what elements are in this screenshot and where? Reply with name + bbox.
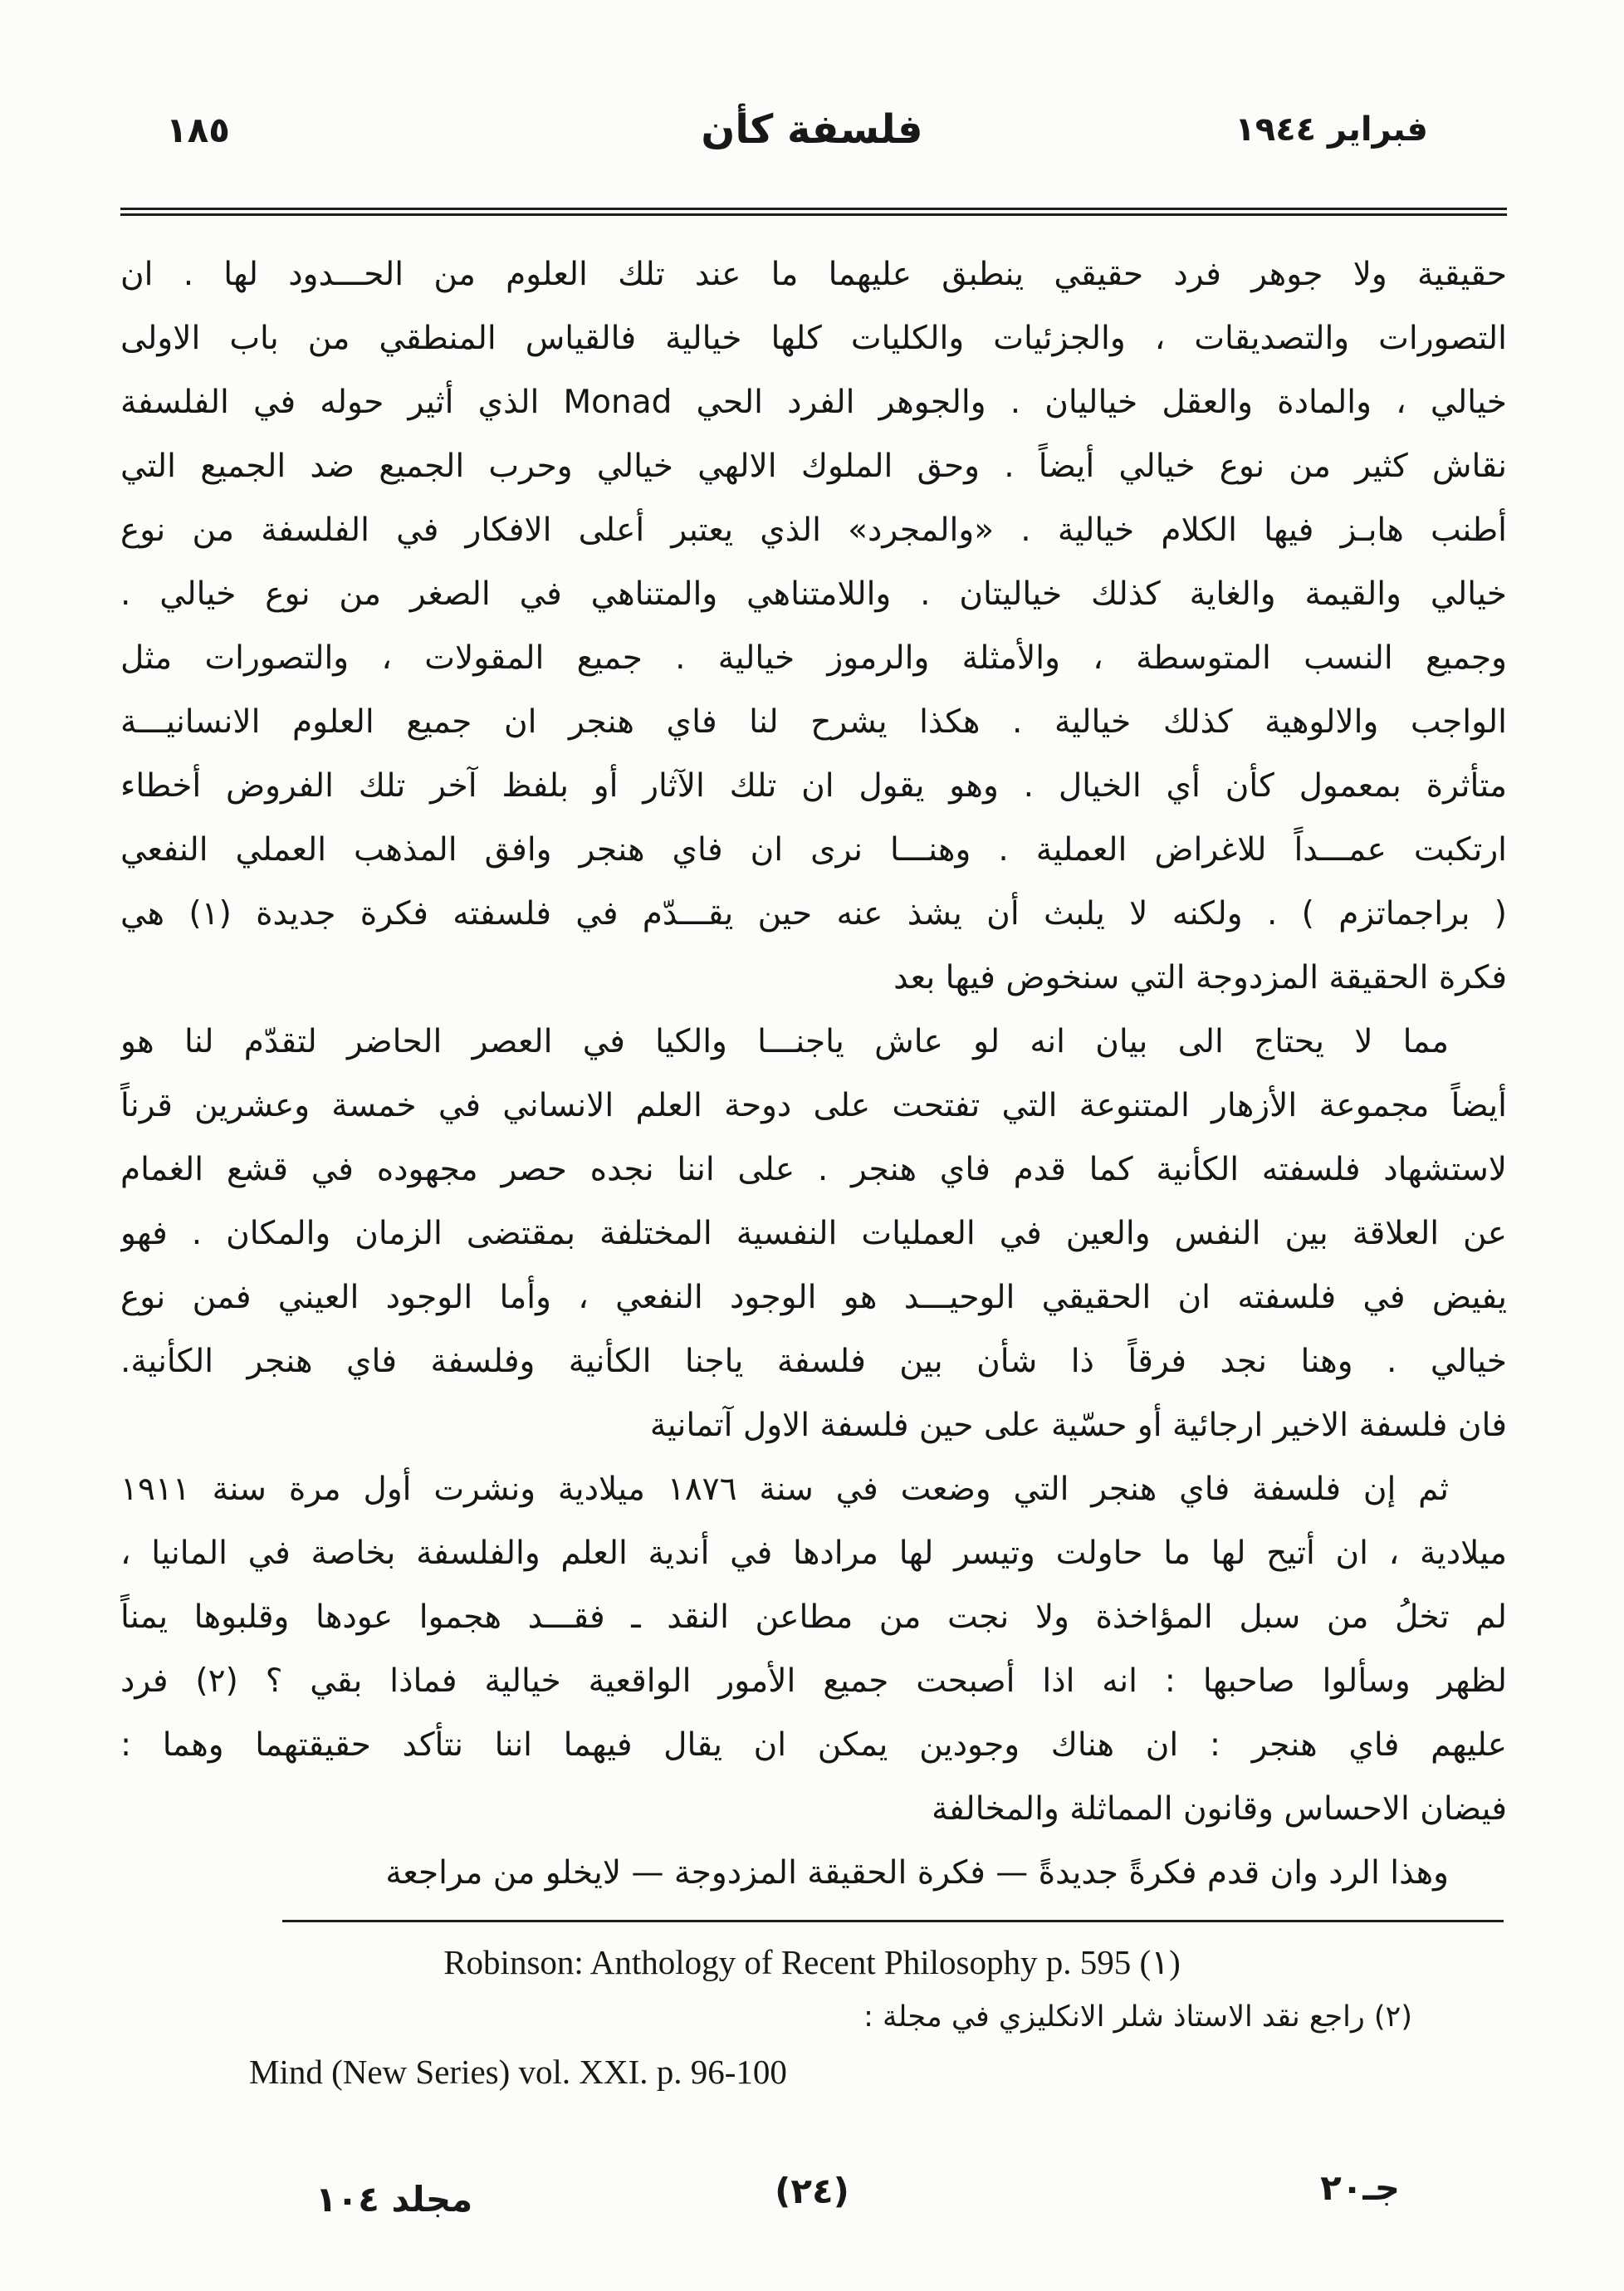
text-line: ( براجماتزم ) . ولكنه لا يلبث أن يشذ عنه حين يقـــدّم في فلسفته فكرة جديدة (١) هي (120, 895, 1507, 933)
footnotes-block (120, 1935, 1504, 2099)
text-line: فان فلسفة الاخير ارجائية أو حسّية على حين فلسفة الاول آتمانية (649, 1407, 1507, 1444)
footer-volume-number: مجلد ١٠٤ (316, 2179, 473, 2220)
footnote-separator-rule (282, 1920, 1504, 1922)
footnote-2: (٢) راجع نقد الاستاذ شلر الانكليزي في مجلة : (863, 2000, 1412, 2034)
text-line: خيالي والقيمة والغاية كذلك خياليتان . واللامتناهي والمتناهي في الصغر من نوع خيالي . (120, 575, 1507, 613)
header-date: فبراير ١٩٤٤ (1235, 110, 1428, 149)
text-line: الواجب والالوهية كذلك خيالية . هكذا يشرح لنا فاي هنجر ان جميع العلوم الانسانيـــة (120, 703, 1507, 741)
text-line: فيضان الاحساس وقانون المماثلة والمخالفة (932, 1790, 1507, 1828)
text-line: ثم إن فلسفة فاي هنجر التي وضعت في سنة ١٨٧٦ ميلادية ونشرت أول مرة سنة ١٩١١ (120, 1471, 1449, 1508)
text-line: أطنب هابـز فيها الكلام خيالية . «والمجرد» الذي يعتبر أعلى الافكار في الفلسفة من نوع (120, 512, 1507, 549)
footer-center-number: (٢٤) (775, 2171, 849, 2211)
paragraph (120, 242, 1507, 1010)
text-line: لظهر وسألوا صاحبها : انه اذا أصبحت جميع الأمور الواقعية خيالية فماذا بقي ؟ (٢) فرد (120, 1662, 1507, 1700)
body-text (120, 242, 1507, 1905)
text-line: مما لا يحتاج الى بيان انه لو عاش ياجنـــا والكيا في العصر الحاضر لتقدّم لنا هو (120, 1023, 1449, 1060)
paragraph (120, 1841, 1507, 1905)
text-line: أيضاً مجموعة الأزهار المتنوعة التي تفتحت على دوحة العلم الانساني في خمسة وعشرين قرناً (120, 1087, 1507, 1124)
page-footer (0, 2159, 1624, 2220)
text-line: عليهم فاي هنجر : ان هناك وجودين يمكن ان يقال فيهما اننا نتأكد حقيقتهما وهما : (120, 1726, 1507, 1764)
text-line: خيالي . وهنا نجد فرقاً ذا شأن بين فلسفة ياجنا الكأنية وفلسفة فاي هنجر الكأنية. (120, 1343, 1507, 1380)
footer-part-number: جـ٢٠ (1320, 2167, 1400, 2208)
text-line: لم تخلُ من سبل المؤاخذة ولا نجت من مطاعن النقد ـ فقـــد هجموا عودها وقلبوها يمناً (120, 1598, 1507, 1636)
paragraph (120, 1010, 1507, 1457)
footnote-3: Mind (New Series) vol. XXI. p. 96-100 (249, 2053, 787, 2091)
text-line: ميلادية ، ان أتيح لها ما حاولت وتيسر لها مرادها في أندية العلم والفلسفة بخاصة في المانيا ، (120, 1535, 1507, 1572)
page-header (0, 98, 1624, 161)
text-line: عن العلاقة بين النفس والعين في العمليات النفسية المختلفة بمقتضى الزمان والمكان . فهو (120, 1215, 1507, 1252)
text-line: لاستشهاد فلسفته الكأنية كما قدم فاي هنجر . على اننا نجده حصر مجهوده في قشع الغمام (120, 1151, 1507, 1188)
text-line: وهذا الرد وان قدم فكرةً جديدةً — فكرة الحقيقة المزدوجة — لايخلو من مراجعة (385, 1854, 1449, 1892)
footnote-1: (١) Robinson: Anthology of Recent Philosophy p. 595 (443, 1943, 1181, 1981)
page-number: ١٨٥ (166, 109, 230, 150)
page-title: فلسفة كأن (701, 106, 923, 153)
text-line: حقيقية ولا جوهر فرد حقيقي ينطبق عليهما ما عند تلك العلوم من الحـــدود لها . ان (120, 256, 1507, 293)
text-line: ارتكبت عمـــداً للاغراض العملية . وهنـــا نرى ان فاي هنجر وافق المذهب العملي النفعي (120, 831, 1507, 869)
text-line: نقاش كثير من نوع خيالي أيضاً . وحق الملوك الالهي خيالي وحرب الجميع ضد الجميع التي (120, 448, 1507, 485)
text-line: فكرة الحقيقة المزدوجة التي سنخوض فيها بعد (893, 959, 1507, 996)
text-line: يفيض في فلسفته ان الحقيقي الوحيـــد هو الوجود النفعي ، وأما الوجود العيني فمن نوع (120, 1279, 1507, 1316)
paragraph (120, 1457, 1507, 1841)
text-line: وجميع النسب المتوسطة ، والأمثلة والرموز خيالية . جميع المقولات ، والتصورات مثل (120, 639, 1507, 677)
text-line: التصورات والتصديقات ، والجزئيات والكليات كلها خيالية فالقياس المنطقي من باب الاولى (120, 320, 1507, 357)
text-line: متأثرة بمعمول كأن أي الخيال . وهو يقول ان تلك الآثار أو بلفظ آخر تلك الفروض أخطاء (120, 767, 1507, 805)
text-line: خيالي ، والمادة والعقل خياليان . والجوهر الفرد الحي Monad الذي أثير حوله في الفلسفة (120, 384, 1507, 421)
header-double-rule (120, 208, 1507, 216)
